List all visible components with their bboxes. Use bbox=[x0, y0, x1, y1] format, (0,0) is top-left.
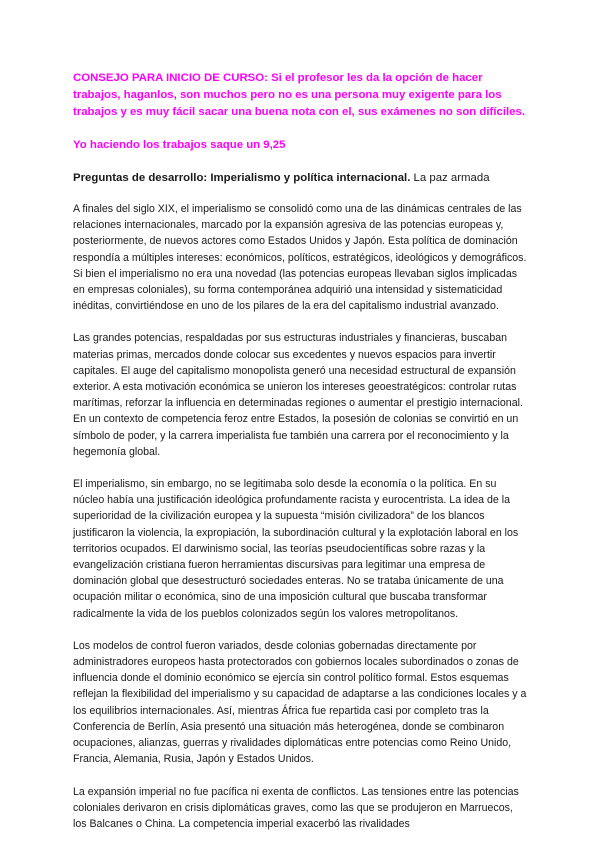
section-heading-title: Preguntas de desarrollo: Imperialismo y política internacional. bbox=[73, 172, 411, 184]
grade-note: Yo haciendo los trabajos saque un 9,25 bbox=[73, 139, 286, 151]
document-page bbox=[73, 70, 529, 848]
paragraph: Las grandes potencias, respaldadas por sus estructuras industriales y financieras, buscaban materias primas, mercados donde colocar sus excedentes y nuevos espacios para invertir capitales. El auge del capitalismo monopolista generó una necesidad estructural de expansión exterior. A esta motivación económica se unieron los intereses geoestratégicos: controlar rutas marítimas, reforzar la influencia en determinadas regiones o aumentar el prestigio internacional. En un contexto de competencia feroz entre Estados, la posesión de colonias se convirtió en un símbolo de poder, y la carrera imperialista fue también una carrera por el reconocimiento y la hegemonía global. bbox=[73, 332, 523, 458]
paragraph: La expansión imperial no fue pacífica ni exenta de conflictos. Las tensiones entre las potencias coloniales derivaron en crisis diplomáticas graves, como las que se produjeron en Marruecos, los Balcanes o China. La competencia imperial exacerbó las rivalidades bbox=[73, 785, 519, 830]
course-advice-note: CONSEJO PARA INICIO DE CURSO: Si el profesor les da la opción de hacer trabajos, haganlos, son muchos pero no es una persona muy exigente para los trabajos y es muy fácil sacar una buena nota con el, sus exámenes no son difíciles. bbox=[73, 72, 525, 118]
section-heading bbox=[73, 170, 529, 187]
paragraph: El imperialismo, sin embargo, no se legitimaba solo desde la economía o la política. En su núcleo había una justificación ideológica profundamente racista y eurocentrista. La idea de la superioridad de la civilización europea y la supuesta “misión civilizadora” de los blancos justificaron la violencia, la expropiación, la subordinación cultural y la explotación laboral en los territorios ocupados. El darwinismo social, las teorías pseudocientíficas sobre razas y la evangelización cristiana fueron herramientas discursivas para legitimar una empresa de dominación global que desestructuró sociedades enteras. No se trataba únicamente de una ocupación militar o económica, sino de una imposición cultural que buscaba transformar radicalmente la vida de los pueblos colonizados según los valores metropolitanos. bbox=[73, 478, 519, 620]
paragraph: Los modelos de control fueron variados, desde colonias gobernadas directamente por administradores europeos hasta protectorados con gobiernos locales subordinados o zonas de influencia donde el dominio económico se ejercía sin control político formal. Estos esquemas reflejan la flexibilidad del imperialismo y su capacidad de adaptarse a las condiciones locales y a los equilibrios internacionales. Así, mientras África fue repartida casi por completo tras la Conferencia de Berlín, Asia presentó una situación más heterogénea, donde se combinaron ocupaciones, alianzas, guerras y rivalidades diplomáticas entre potencias como Reino Unido, Francia, Alemania, Rusia, Japón y Estados Unidos. bbox=[73, 639, 527, 766]
paragraph: A finales del siglo XIX, el imperialismo se consolidó como una de las dinámicas centrales de las relaciones internacionales, marcado por la expansión agresiva de las potencias europeas y, posteriormente, de nuevos actores como Estados Unidos y Japón. Esta política de dominación respondía a múltiples intereses: económicos, políticos, estratégicos, ideológicos y demográficos. Si bien el imperialismo no era una novedad (las potencias europeas llevaban siglos implicadas en empresas coloniales), su forma contemporánea adquirió una intensidad y sistematicidad inéditas, convirtiéndose en uno de los pilares de la era del capitalismo industrial avanzado. bbox=[73, 203, 527, 313]
section-heading-subtitle: La paz armada bbox=[410, 172, 490, 184]
